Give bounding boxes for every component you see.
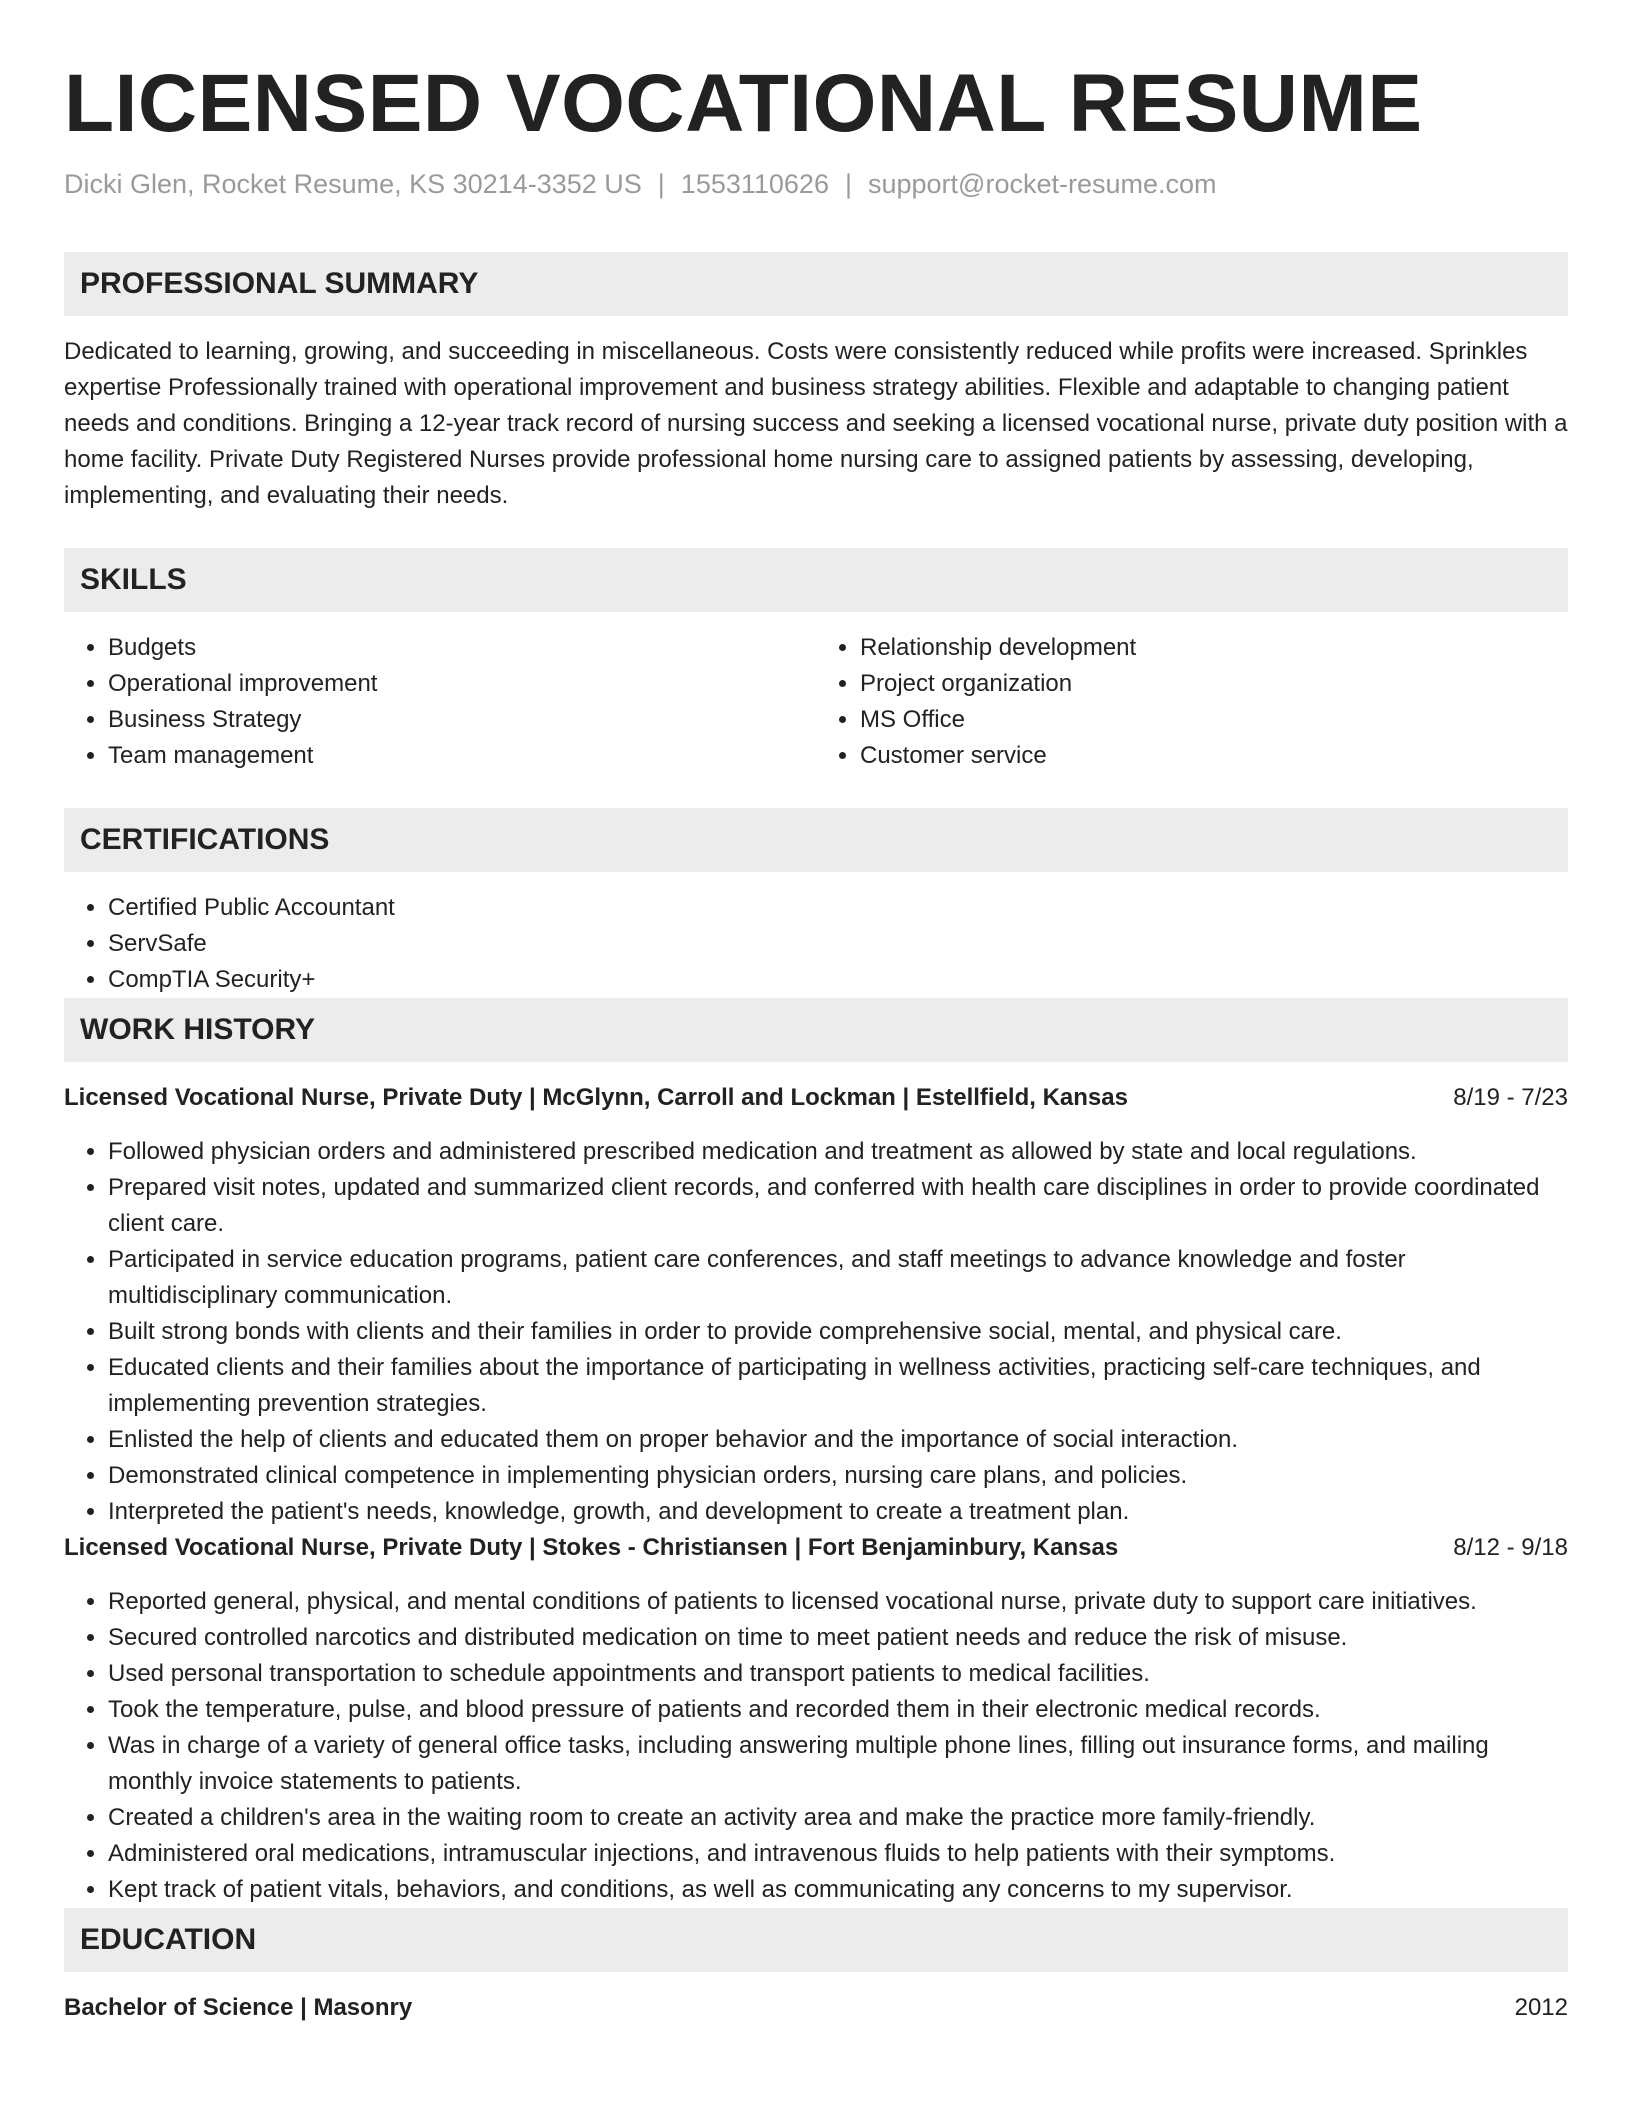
certification-item: • ServSafe bbox=[108, 926, 1568, 962]
job-duty-item: • Prepared visit notes, updated and summarized client records, and conferred with health care disciplines in order to provide coordinated client care. bbox=[108, 1170, 1568, 1242]
job-dates: 8/19 - 7/23 bbox=[1453, 1084, 1568, 1111]
section-title-skills: SKILLS bbox=[64, 548, 1568, 612]
contact-line bbox=[64, 166, 1568, 202]
skill-item: • Budgets bbox=[108, 630, 816, 666]
job-duty-item: • Enlisted the help of clients and educated them on proper behavior and the importance of social interaction. bbox=[108, 1422, 1568, 1458]
job-duty-item: • Built strong bonds with clients and their families in order to provide comprehensive social, mental, and physical care. bbox=[108, 1314, 1568, 1350]
job-duty-item: • Created a children's area in the waiting room to create an activity area and make the practice more family-friendly. bbox=[108, 1800, 1568, 1836]
education-year: 2012 bbox=[1514, 1994, 1568, 2021]
section-title-work-history: WORK HISTORY bbox=[64, 998, 1568, 1062]
certification-item: • Certified Public Accountant bbox=[108, 890, 1568, 926]
contact-separator: | bbox=[844, 169, 852, 199]
job-duty-item: • Kept track of patient vitals, behaviors, and conditions, as well as communicating any concerns to my supervisor. bbox=[108, 1872, 1568, 1908]
job-role: Licensed Vocational Nurse, Private Duty | McGlynn, Carroll and Lockman | Estellfield, Kansas bbox=[64, 1084, 1128, 1111]
skill-item: • Relationship development bbox=[860, 630, 1568, 666]
section-title-summary: PROFESSIONAL SUMMARY bbox=[64, 252, 1568, 316]
contact-phone: 1553110626 bbox=[680, 169, 829, 199]
skill-item: • MS Office bbox=[860, 702, 1568, 738]
job-duty-item: • Participated in service education programs, patient care conferences, and staff meetings to advance knowledge and foster multidisciplinary communication. bbox=[108, 1242, 1568, 1314]
section-title-education: EDUCATION bbox=[64, 1908, 1568, 1972]
summary-text: Dedicated to learning, growing, and succeeding in miscellaneous. Costs were consistently reduced while profits were increased. Sprinkles expertise Professionally trained with operational improvement and business strategy abilities. Flexible and adaptable to changing patient needs and conditions. Bringing a 12-year track record of nursing success and seeking a licensed vocational nurse, private duty position with a home facility. Private Duty Registered Nurses provide professional home nursing care to assigned patients by assessing, developing, implementing, and evaluating their needs. bbox=[64, 338, 1568, 509]
education-degree: Bachelor of Science | Masonry bbox=[64, 1994, 413, 2021]
job-duty-item: • Administered oral medications, intramuscular injections, and intravenous fluids to help patients with their symptoms. bbox=[108, 1836, 1568, 1872]
job-duty-item: • Used personal transportation to schedule appointments and transport patients to medical facilities. bbox=[108, 1656, 1568, 1692]
skill-item: • Project organization bbox=[860, 666, 1568, 702]
job-dates: 8/12 - 9/18 bbox=[1453, 1534, 1568, 1561]
job-header bbox=[64, 1530, 1568, 1566]
job-duties-list bbox=[64, 1584, 1568, 1908]
skill-item: • Team management bbox=[108, 738, 816, 774]
skill-item: • Operational improvement bbox=[108, 666, 816, 702]
job-duty-item: • Reported general, physical, and mental conditions of patients to licensed vocational nurse, private duty to support care initiatives. bbox=[108, 1584, 1568, 1620]
section-title-certifications: CERTIFICATIONS bbox=[64, 808, 1568, 872]
skills-grid bbox=[64, 630, 1568, 774]
job-header bbox=[64, 1080, 1568, 1116]
job-duty-item: • Secured controlled narcotics and distributed medication on time to meet patient needs and reduce the risk of misuse. bbox=[108, 1620, 1568, 1656]
skill-item: • Business Strategy bbox=[108, 702, 816, 738]
job-duties-list bbox=[64, 1134, 1568, 1530]
job-duty-item: • Took the temperature, pulse, and blood pressure of patients and recorded them in their electronic medical records. bbox=[108, 1692, 1568, 1728]
contact-separator: | bbox=[657, 169, 665, 199]
education-entry bbox=[64, 1990, 1568, 2026]
skill-item: • Customer service bbox=[860, 738, 1568, 774]
job-duty-item: • Was in charge of a variety of general office tasks, including answering multiple phone lines, filling out insurance forms, and mailing monthly invoice statements to patients. bbox=[108, 1728, 1568, 1800]
contact-email: support@rocket-resume.com bbox=[867, 169, 1217, 199]
job-role: Licensed Vocational Nurse, Private Duty | Stokes - Christiansen | Fort Benjaminbury, Kansas bbox=[64, 1534, 1119, 1561]
job-duty-item: • Interpreted the patient's needs, knowledge, growth, and development to create a treatment plan. bbox=[108, 1494, 1568, 1530]
contact-address: Dicki Glen, Rocket Resume, KS 30214-3352 US bbox=[64, 169, 642, 199]
skills-list-left bbox=[64, 630, 816, 774]
skills-list-right bbox=[816, 630, 1568, 774]
job-duty-item: • Followed physician orders and administered prescribed medication and treatment as allowed by state and local regulations. bbox=[108, 1134, 1568, 1170]
job-duty-item: • Educated clients and their families about the importance of participating in wellness activities, practicing self-care techniques, and implementing prevention strategies. bbox=[108, 1350, 1568, 1422]
certification-item: • CompTIA Security+ bbox=[108, 962, 1568, 998]
resume-title: LICENSED VOCATIONAL RESUME bbox=[64, 58, 1423, 149]
certifications-list bbox=[64, 890, 1568, 998]
job-duty-item: • Demonstrated clinical competence in implementing physician orders, nursing care plans, and policies. bbox=[108, 1458, 1568, 1494]
